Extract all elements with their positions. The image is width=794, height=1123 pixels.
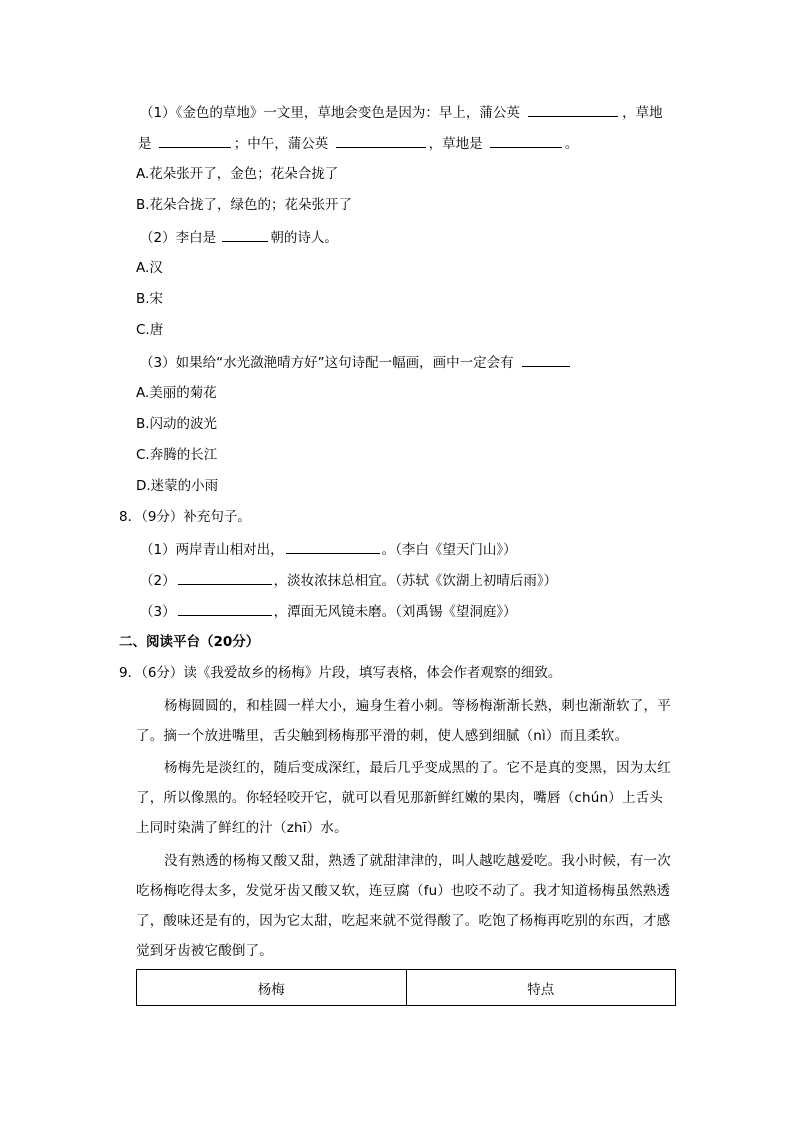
q7-sub3-stem [140, 352, 570, 373]
q8-item-prefix: （1）两岸青山相对出， [140, 542, 284, 558]
answer-blank[interactable] [178, 570, 272, 585]
q8-item-1 [140, 539, 517, 560]
q8-item-prefix: （3） [140, 604, 176, 620]
answer-blank[interactable] [490, 133, 562, 148]
q7-sub3-text: （3）如果给“水光潋滟晴方好”这句诗配一幅画，画中一定会有 [140, 355, 514, 371]
option-item: B.宋 [136, 291, 164, 307]
q7-sub1-text: 。 [564, 136, 579, 152]
q7-sub1-text: （1）《金色的草地》一文里，草地会变色是因为：早上，蒲公英 [140, 105, 520, 121]
option-item: C.唐 [136, 322, 164, 338]
table-header-cell: 特点 [406, 970, 676, 1006]
section-title: 二、阅读平台（20分） [119, 634, 260, 650]
q7-sub1-text: ，草地是 [428, 136, 483, 152]
option-item: B.花朵合拢了，绿色的；花朵张开了 [136, 197, 353, 213]
q8-item-suffix: ，潭面无风镜未磨。（刘禹锡《望洞庭》） [273, 604, 517, 620]
answer-blank[interactable] [528, 102, 618, 117]
q8-item-suffix: ，淡妆浓抹总相宜。（苏轼《饮湖上初晴后雨》） [273, 573, 558, 589]
answer-blank[interactable] [178, 601, 272, 616]
option-item: A.美丽的菊花 [136, 385, 217, 401]
passage-paragraph: 杨梅圆圆的，和桂圆一样大小，遍身生着小刺。等杨梅渐渐长熟，刺也渐渐软了，平了。摘一个放进嘴里，舌尖触到杨梅那平滑的刺，使人感到细腻（nì）而且柔软。 [136, 698, 671, 744]
q7-sub2-text: （2）李白是 [140, 230, 217, 246]
answer-blank[interactable] [222, 227, 268, 242]
q8-item-2 [140, 570, 557, 591]
option-item: A.花朵张开了，金色；花朵合拢了 [136, 166, 339, 182]
option-item: D.迷蒙的小雨 [136, 478, 219, 494]
q7-sub1-line1 [140, 102, 663, 123]
q8-item-prefix: （2） [140, 573, 176, 589]
answer-blank[interactable] [159, 133, 231, 148]
answer-blank[interactable] [286, 539, 380, 554]
option-item: C.奔腾的长江 [136, 447, 218, 463]
passage-paragraph: 杨梅先是淡红的，随后变成深红，最后几乎变成黑的了。它不是真的变黑，因为太红了，所以像黑的。你轻轻咬开它，就可以看见那新鲜红嫩的果肉，嘴唇（chún）上舌头上同时染满了鲜红的汁（zhī）水。 [136, 760, 671, 836]
answer-blank[interactable] [522, 352, 570, 367]
q7-sub2-stem [140, 227, 338, 248]
option-item: B.闪动的波光 [136, 416, 218, 432]
q7-sub1-text: 是 [138, 136, 152, 152]
q7-sub1-text: ；中午，蒲公英 [233, 136, 329, 152]
table-header-row [137, 970, 676, 1006]
q7-sub2-text: 朝的诗人。 [270, 230, 338, 246]
table-header-cell: 杨梅 [137, 970, 407, 1006]
passage-paragraph: 没有熟透的杨梅又酸又甜，熟透了就甜津津的，叫人越吃越爱吃。我小时候，有一次吃杨梅吃得太多，发觉牙齿又酸又软，连豆腐（fu）也咬不动了。我才知道杨梅虽然熟透了，酸味还是有的，因为它太甜，吃起来就不觉得酸了。吃饱了杨梅再吃别的东西，才感觉到牙齿被它酸倒了。 [136, 853, 671, 959]
q7-sub1-line2 [138, 133, 578, 154]
option-item: A.汉 [136, 260, 163, 276]
q7-sub1-text: ，草地 [622, 105, 663, 121]
answer-table [136, 969, 676, 1006]
q8-item-suffix: 。（李白《望天门山》） [381, 542, 517, 558]
q8-title: 8．（9分）补充句子。 [119, 509, 251, 525]
q9-title: 9．（6分）读《我爱故乡的杨梅》片段，填写表格，体会作者观察的细致。 [119, 665, 562, 681]
answer-blank[interactable] [336, 133, 426, 148]
q8-item-3 [140, 601, 517, 622]
